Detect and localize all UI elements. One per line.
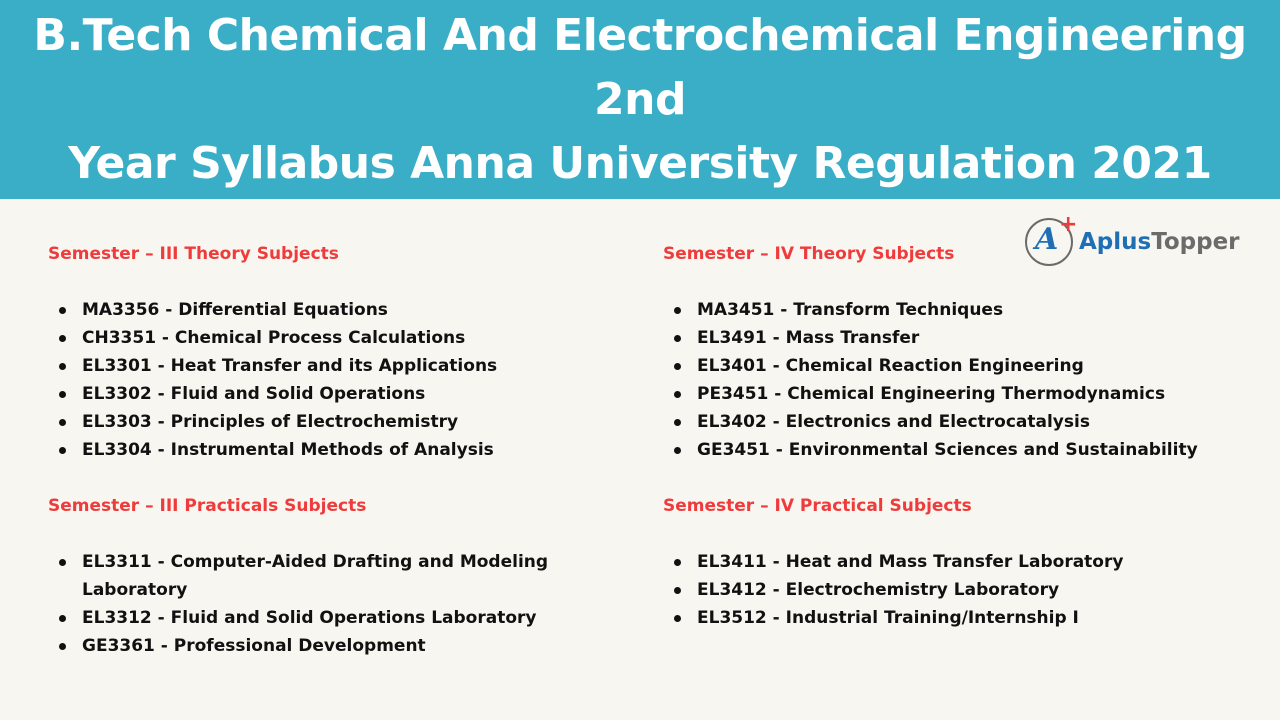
subject-label: EL3402 - Electronics and Electrocatalysis	[697, 412, 1090, 432]
list-item	[48, 324, 608, 352]
sem4-theory-list	[663, 296, 1243, 464]
bullet-icon	[674, 391, 681, 398]
list-item	[48, 352, 608, 380]
list-item	[48, 604, 608, 632]
logo-wordmark-aplus: Aplus	[1079, 229, 1152, 255]
bullet-icon	[674, 615, 681, 622]
logo-letter: A	[1035, 222, 1059, 257]
list-item	[663, 548, 1243, 576]
list-item	[663, 604, 1243, 632]
sem4-theory-heading: Semester – IV Theory Subjects	[663, 244, 955, 264]
bullet-icon	[674, 307, 681, 314]
bullet-icon	[674, 587, 681, 594]
subject-label: EL3301 - Heat Transfer and its Applications	[82, 356, 498, 376]
subject-label: CH3351 - Chemical Process Calculations	[82, 328, 466, 348]
subject-label: EL3303 - Principles of Electrochemistry	[82, 412, 459, 432]
sem3-theory-list	[48, 296, 608, 464]
page-title-line-2: Year Syllabus Anna University Regulation 2021	[68, 137, 1212, 189]
list-item	[48, 436, 608, 464]
subject-label: EL3304 - Instrumental Methods of Analysis	[82, 440, 494, 460]
bullet-icon	[59, 363, 66, 370]
list-item	[663, 296, 1243, 324]
list-item	[48, 380, 608, 408]
sem4-practical-list	[663, 548, 1243, 632]
logo-plus-icon: +	[1059, 212, 1078, 237]
bullet-icon	[674, 335, 681, 342]
semester-4-column	[663, 240, 1243, 660]
bullet-icon	[59, 643, 66, 650]
semester-3-column	[48, 240, 608, 688]
subject-label: EL3491 - Mass Transfer	[697, 328, 920, 348]
bullet-icon	[59, 419, 66, 426]
page-title-line-1: B.Tech Chemical And Electrochemical Engineering 2nd	[33, 9, 1247, 125]
title-banner	[0, 0, 1280, 199]
bullet-icon	[59, 559, 66, 566]
bullet-icon	[674, 363, 681, 370]
subject-label: GE3451 - Environmental Sciences and Sustainability	[697, 440, 1198, 460]
bullet-icon	[674, 559, 681, 566]
bullet-icon	[59, 447, 66, 454]
subject-label: EL3411 - Heat and Mass Transfer Laboratory	[697, 552, 1124, 572]
bullet-icon	[59, 391, 66, 398]
page-title	[25, 4, 1255, 196]
bullet-icon	[674, 419, 681, 426]
sem4-practical-heading: Semester – IV Practical Subjects	[663, 496, 972, 516]
list-item	[48, 296, 608, 324]
list-item	[663, 576, 1243, 604]
subject-label: EL3512 - Industrial Training/Internship I	[697, 608, 1079, 628]
subject-label: MA3451 - Transform Techniques	[697, 300, 1004, 320]
logo-wordmark-topper: Topper	[1151, 229, 1240, 255]
bullet-icon	[59, 615, 66, 622]
subject-label: PE3451 - Chemical Engineering Thermodynamics	[697, 384, 1166, 404]
bullet-icon	[59, 335, 66, 342]
bullet-icon	[674, 447, 681, 454]
sem3-theory-heading: Semester – III Theory Subjects	[48, 244, 339, 264]
bullet-icon	[59, 307, 66, 314]
subject-label: EL3401 - Chemical Reaction Engineering	[697, 356, 1084, 376]
subject-label: EL3311 - Computer-Aided Drafting and Modeling Laboratory	[82, 552, 549, 600]
list-item	[663, 408, 1243, 436]
subject-label: MA3356 - Differential Equations	[82, 300, 388, 320]
list-item	[48, 408, 608, 436]
sem3-practical-list	[48, 548, 608, 660]
list-item	[48, 632, 608, 660]
list-item	[663, 436, 1243, 464]
list-item	[663, 352, 1243, 380]
subject-label: EL3412 - Electrochemistry Laboratory	[697, 580, 1060, 600]
list-item	[663, 380, 1243, 408]
list-item	[48, 548, 608, 604]
sem3-practical-heading: Semester – III Practicals Subjects	[48, 496, 367, 516]
subject-label: EL3312 - Fluid and Solid Operations Laboratory	[82, 608, 537, 628]
subject-label: EL3302 - Fluid and Solid Operations	[82, 384, 426, 404]
subject-label: GE3361 - Professional Development	[82, 636, 426, 656]
list-item	[663, 324, 1243, 352]
